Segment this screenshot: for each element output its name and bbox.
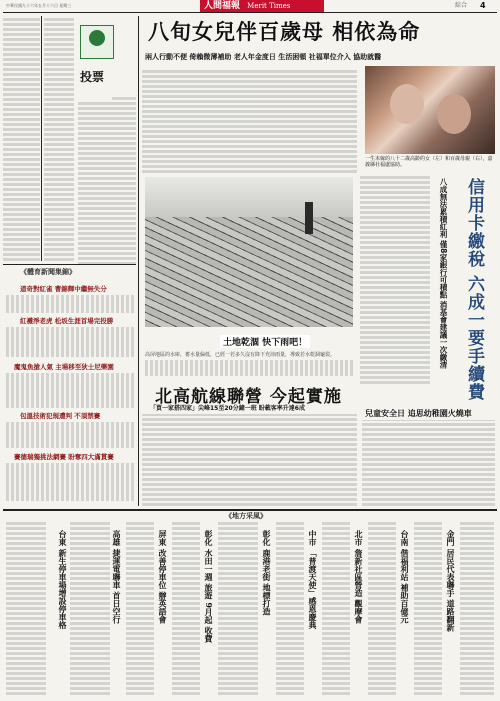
local-headline: 台南 偕福利站 補助百億元 (400, 530, 410, 624)
local-text (414, 522, 442, 695)
local-text (126, 522, 154, 695)
local-headline: 北市 詹新社區營造 觀摩會 (354, 530, 364, 624)
local-column (112, 530, 123, 624)
sidebar-right-rule (138, 16, 139, 506)
main-subheadline: 兩人行動不便 倚賴微薄補助 老人年金度日 生活困頓 社福單位介入 協助就醫 (145, 53, 382, 61)
sports-text-5 (6, 463, 134, 501)
local-column (446, 530, 457, 632)
local-column (262, 530, 273, 616)
article-text (362, 420, 495, 506)
local-column (308, 530, 319, 629)
sports-headline-1: 道奇對紅雀 曹錦輝中繼無失分 (20, 285, 107, 293)
local-column (158, 530, 169, 624)
sports-text-4 (6, 422, 134, 448)
local-headline: 中市 「普渡天使」感恩慶典 (308, 530, 318, 629)
local-text (172, 522, 200, 695)
sidebar-text-block (78, 100, 112, 265)
vote-label: 投票 (80, 70, 105, 84)
sidebar-text-block (44, 16, 74, 261)
sports-text-3 (6, 373, 134, 408)
ballot-icon (89, 30, 105, 46)
drought-body: 高屏地區的水庫，蓄水量偏低，已經一若多久沒有降下充沛雨量，導致若水乾涸龜裂。 (145, 352, 336, 358)
local-headline: 彰化 鹿港老街 地標打造 (262, 530, 272, 616)
sports-headline-4: 包溫技術犯規遭判 不須禁賽 (20, 412, 101, 420)
vote-badge (80, 25, 114, 59)
local-column (400, 530, 411, 624)
local-headline: 台東 新生停車場增設停車格 (58, 530, 68, 629)
local-column (354, 530, 365, 624)
local-text (276, 522, 304, 695)
sports-headline-5: 賽德瑞獨挑法網賽 盼奪四大滿貫賽 (14, 453, 114, 461)
person-icon (390, 84, 424, 124)
sports-headline-3: 魔鬼魚搶人氣 主場移至狄士尼樂園 (14, 363, 114, 371)
drought-caption: 土地乾涸 快下雨吧！ (220, 335, 310, 348)
local-headline: 高雄 捷運電聯車 首日空行 (112, 530, 122, 624)
child-headline: 兒童安全日 追思幼稚園火燒車 (365, 408, 472, 418)
local-column (58, 530, 69, 629)
drought-photo (145, 177, 353, 327)
sidebar-divider (41, 16, 42, 261)
local-intro-text (6, 520, 46, 695)
credit-subheadline: 八成無法累積紅利 僅8家銀行可積點 消基會建議一次繳清 (439, 178, 448, 369)
masthead-rule (3, 12, 497, 13)
credit-headline: 信用卡繳稅 六成一要手續費 (464, 178, 484, 401)
rail-headline: 北高航線聯營 今起實施 (155, 387, 342, 407)
article-text (360, 174, 430, 384)
rail-subheadline: 「買一家搭四家」尖峰15至20分鐘一班 盼載客率升達6成 (150, 405, 305, 412)
local-headline: 屏東 改善停車位 辦英語會 (158, 530, 168, 624)
sidebar-text-block (112, 95, 136, 265)
page-number: 4 (480, 1, 486, 10)
paper-subtitle: Merit Times (247, 2, 291, 10)
sports-text-2 (6, 327, 134, 357)
local-text (218, 522, 258, 695)
paper-name: 人間福報 (204, 1, 241, 11)
local-text (322, 522, 350, 695)
person-icon (437, 94, 471, 134)
sports-headline-2: 紅襪淨老虎 松坂生涯首場完投勝 (20, 317, 114, 325)
sidebar-rule (3, 264, 136, 265)
local-headline: 金門 居民代表聯手 道路翻新 (446, 530, 456, 632)
person-icon (305, 202, 313, 234)
photo-caption: 一生未嫁的八十二歲高齡的女（左）和百歲母親（右），嘉義縣社福處協助。 (365, 156, 493, 168)
sports-text-1 (6, 295, 134, 313)
sky-area (145, 177, 353, 217)
sports-section-label: 《體育新聞集錦》 (20, 268, 76, 276)
article-text (142, 68, 357, 173)
mother-daughter-photo (365, 66, 495, 154)
main-headline: 八旬女兒伴百歲母 相依為命 (148, 19, 421, 44)
local-text (70, 522, 110, 695)
article-text (142, 414, 357, 506)
local-headline: 彰化 水田一週 旅遊 9月起 收費 (204, 530, 214, 643)
local-text (368, 522, 396, 695)
local-text (460, 522, 494, 695)
issue-date: 中華民國九十六年五月十六日 星期三 (6, 3, 72, 8)
drought-text (145, 360, 355, 376)
section-name: 綜合 (455, 2, 468, 9)
sidebar-text-block (3, 16, 40, 261)
local-section-label: 《地方采風》 (225, 512, 267, 520)
local-column (204, 530, 215, 643)
